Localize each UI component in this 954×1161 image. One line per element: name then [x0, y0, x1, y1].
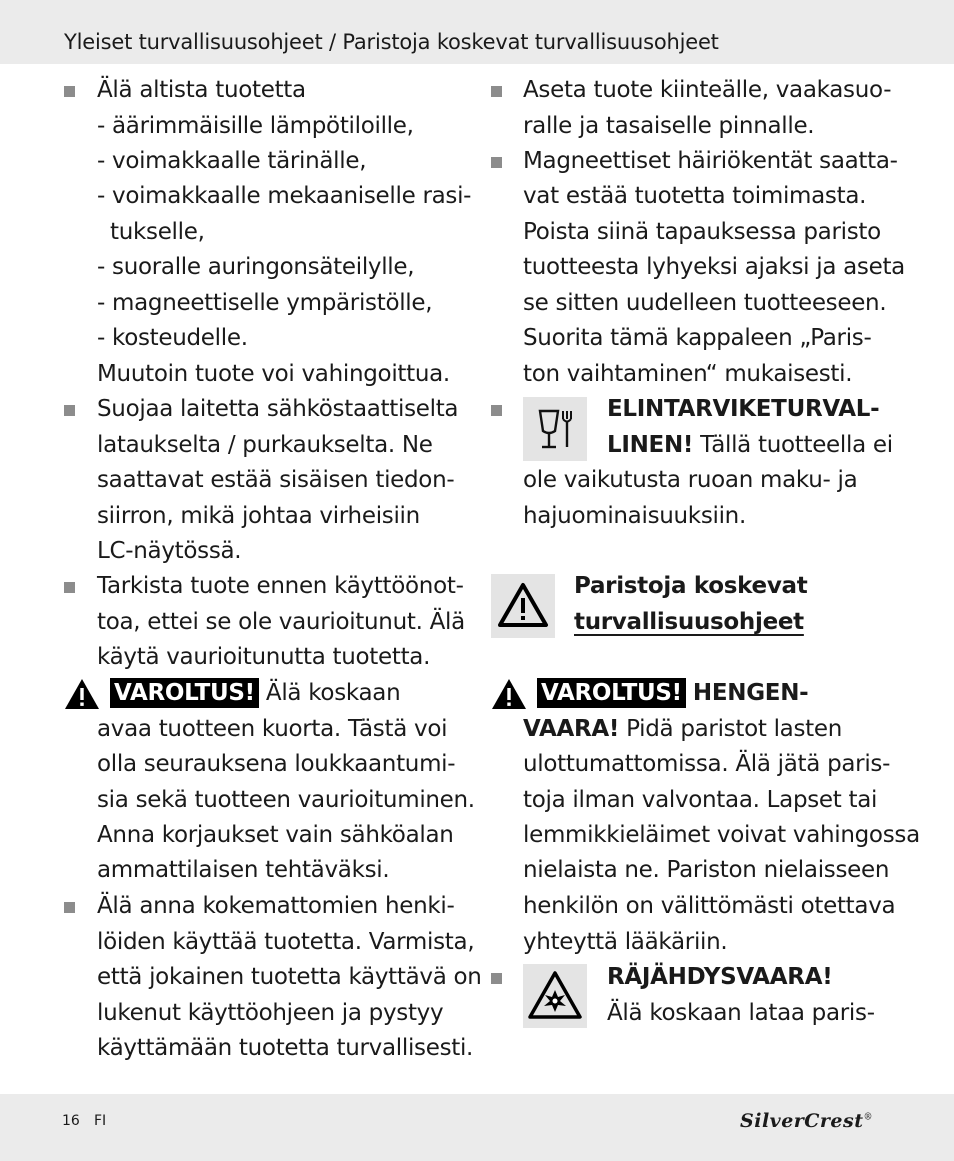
bullet-square-icon [64, 86, 75, 97]
bullet-square-icon [491, 973, 502, 984]
left-text: löiden käyttää tuotetta. Varmista, [97, 929, 475, 955]
food-safety-heading: ELINTARVIKETURVAL- [607, 396, 880, 422]
right-warning-line [537, 677, 808, 709]
food-safety-heading-end: LINEN! [607, 432, 694, 458]
brand-part: Crest [804, 1110, 864, 1132]
left-text: Anna korjaukset vain sähköalan [97, 822, 454, 848]
left-text: sia sekä tuotteen vaurioituminen. [97, 787, 475, 813]
right-text: toja ilman valvontaa. Lapset tai [523, 787, 878, 813]
left-text: - kosteudelle. [97, 325, 248, 351]
right-text: Tällä tuotteella ei [700, 432, 893, 458]
right-text: ulottumattomissa. Älä jätä paris- [523, 751, 891, 777]
page-title: Yleiset turvallisuusohjeet / Paristoja koskevat turvallisuusohjeet [64, 30, 719, 54]
right-text: nielaista ne. Pariston nielaisseen [523, 857, 890, 883]
left-text: käytä vaurioitunutta tuotetta. [97, 644, 431, 670]
left-text: lataukselta / purkaukselta. Ne [97, 432, 433, 458]
left-text: Tarkista tuote ennen käyttöönot- [97, 573, 464, 599]
right-text: Älä koskaan lataa paris- [607, 1000, 875, 1026]
danger-heading-end: VAARA! [523, 716, 620, 742]
left-text: Suojaa laitetta sähköstaattiselta [97, 396, 459, 422]
brand-part: Silver [740, 1110, 805, 1132]
left-text: olla seurauksena loukkaantumi- [97, 751, 456, 777]
left-text: Älä altista tuotetta [97, 77, 306, 103]
left-text: ammattilaisen tehtäväksi. [97, 857, 390, 883]
right-danger-line [523, 713, 842, 745]
language-code: FI [94, 1113, 107, 1129]
brand-logo [740, 1110, 873, 1132]
section-heading: Paristoja koskevat [574, 573, 808, 599]
left-text: siirron, mikä johtaa virheisiin [97, 503, 420, 529]
right-text: Poista siinä tapauksessa paristo [523, 219, 881, 245]
right-text: tuotteesta lyhyeksi ajaksi ja aseta [523, 254, 905, 280]
left-text: - voimakkaalle mekaaniselle rasi- [97, 183, 472, 209]
explosion-hazard-icon [523, 964, 587, 1028]
bullet-square-icon [64, 582, 75, 593]
left-text: saattavat estää sisäisen tiedon- [97, 467, 455, 493]
left-text: - suoralle auringonsäteilylle, [97, 254, 415, 280]
left-text: että jokainen tuotetta käyttävä on [97, 964, 482, 990]
bullet-square-icon [491, 86, 502, 97]
left-text: Muutoin tuote voi vahingoittua. [97, 361, 450, 387]
bullet-square-icon [64, 405, 75, 416]
page-number: 16 [62, 1113, 80, 1129]
right-text: se sitten uudelleen tuotteeseen. [523, 290, 887, 316]
left-text: LC-näytössä. [97, 538, 242, 564]
right-text: Aseta tuote kiinteälle, vaakasuo- [523, 77, 892, 103]
left-text: - voimakkaalle tärinälle, [97, 148, 367, 174]
right-text: Magneettiset häiriökentät saatta- [523, 148, 898, 174]
left-text: tukselle, [110, 219, 205, 245]
left-text: lukenut käyttöohjeen ja pystyy [97, 1000, 444, 1026]
bullet-square-icon [491, 405, 502, 416]
right-text: ton vaihtaminen“ mukaisesti. [523, 361, 853, 387]
right-text: hajuominaisuuksiin. [523, 503, 746, 529]
left-text: avaa tuotteen kuorta. Tästä voi [97, 716, 448, 742]
left-text: Älä anna kokemattomien henki- [97, 893, 455, 919]
section-heading: turvallisuusohjeet [574, 609, 804, 635]
left-text: - magneettiselle ympäristölle, [97, 290, 433, 316]
warning-badge: VAROLTUS! [537, 678, 686, 708]
right-text: henkilön on välittömästi otettava [523, 893, 896, 919]
right-text: yhteyttä lääkäriin. [523, 929, 728, 955]
warning-triangle-icon [64, 678, 100, 710]
bullet-square-icon [491, 157, 502, 168]
right-text: ole vaikutusta ruoan maku- ja [523, 467, 858, 493]
warning-triangle-icon [491, 574, 555, 638]
brand-mark: ® [863, 1112, 873, 1123]
left-text: Älä koskaan [265, 680, 401, 706]
danger-heading: HENGEN- [692, 680, 809, 706]
warning-badge: VAROLTUS! [110, 678, 259, 708]
warning-triangle-icon [491, 678, 527, 710]
left-text: toa, ettei se ole vaurioitunut. Älä [97, 609, 465, 635]
left-text: käyttämään tuotetta turvallisesti. [97, 1035, 474, 1061]
explosion-heading: RÄJÄHDYSVAARA! [607, 964, 833, 990]
right-text: Pidä paristot lasten [626, 716, 842, 742]
food-safe-icon [523, 397, 587, 461]
bullet-square-icon [64, 902, 75, 913]
right-text: lemmikkieläimet voivat vahingossa [523, 822, 920, 848]
right-text: vat estää tuotetta toimimasta. [523, 183, 867, 209]
left-warning-line [110, 677, 400, 709]
right-text: Suorita tämä kappaleen „Paris- [523, 325, 872, 351]
right-text: ralle ja tasaiselle pinnalle. [523, 113, 815, 139]
food-safety-line [607, 429, 893, 461]
left-text: - äärimmäisille lämpötiloille, [97, 113, 414, 139]
